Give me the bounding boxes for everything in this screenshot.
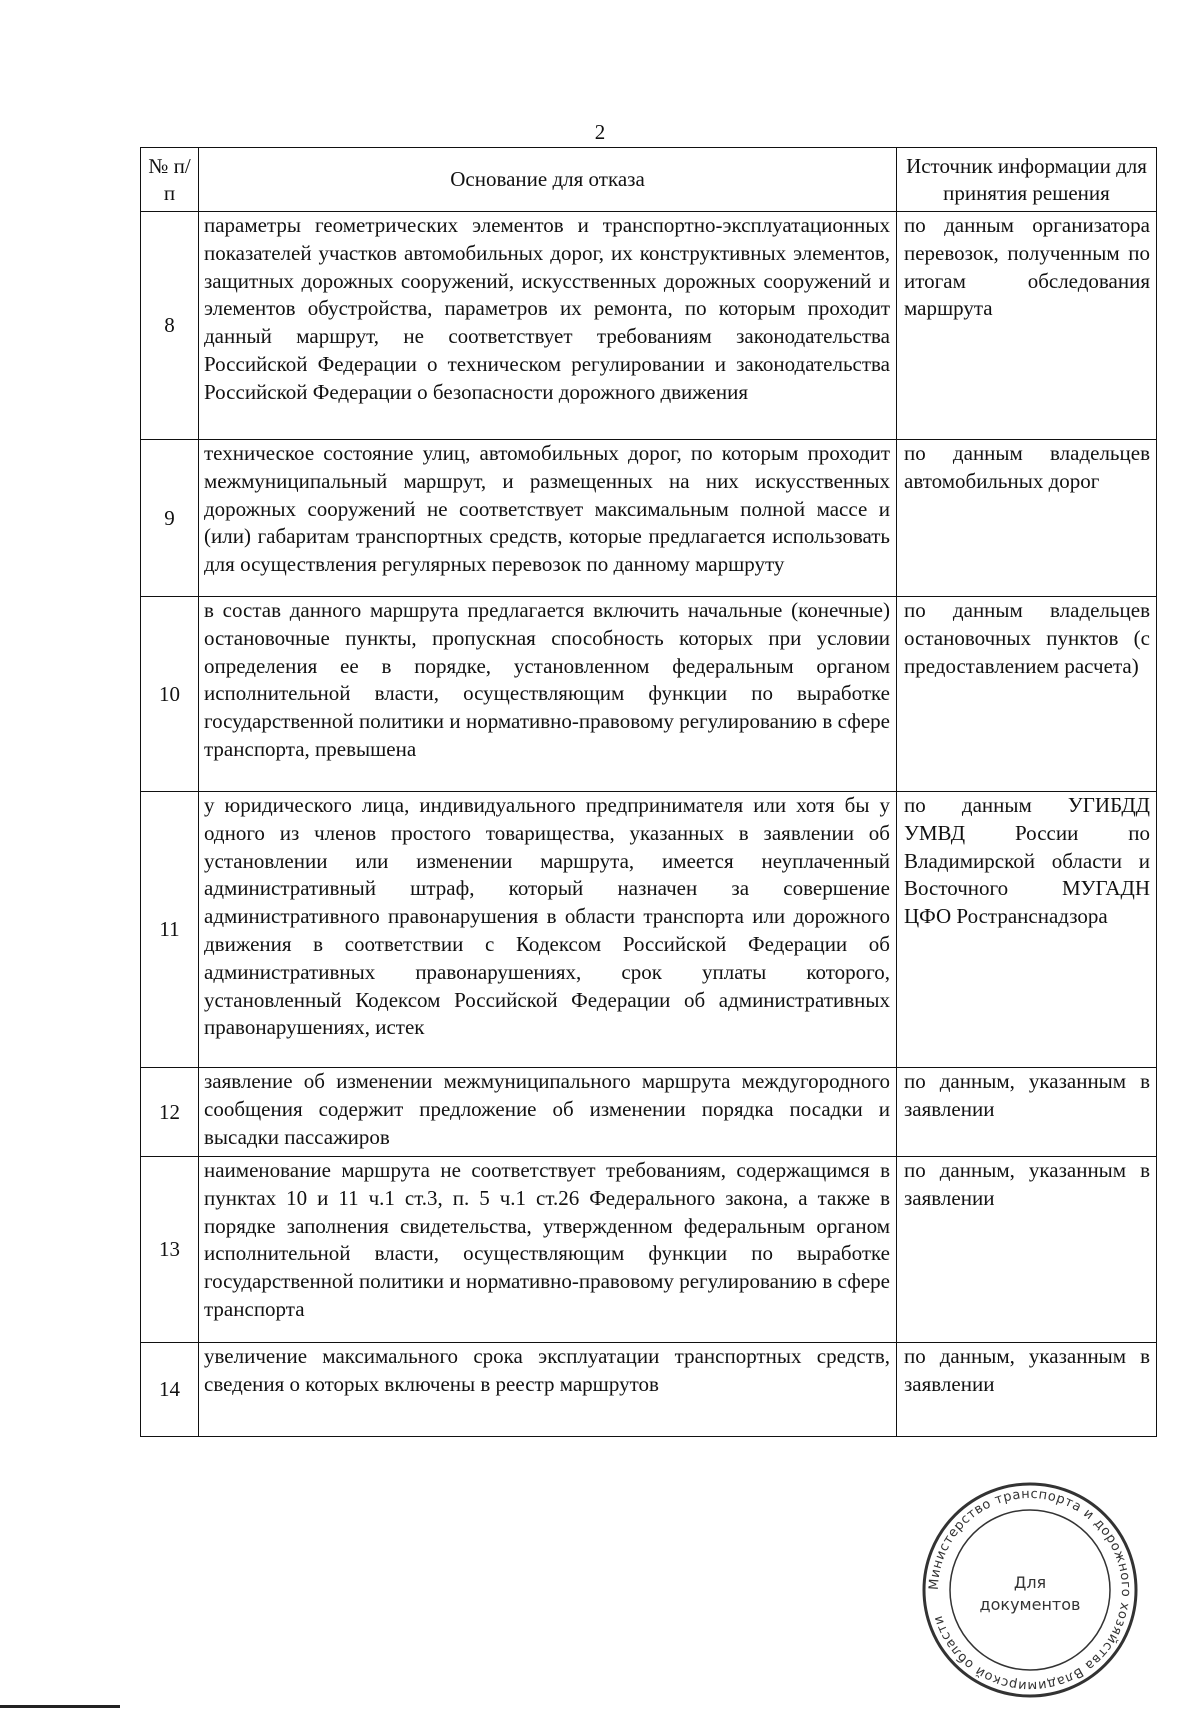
row-source: по данным, указанным в заявлении	[897, 1343, 1157, 1437]
row-source: по данным владельцев остановочных пунктов (с предоставлением расчета)	[897, 597, 1157, 792]
table-header-row	[141, 148, 1157, 212]
row-number: 10	[141, 597, 199, 792]
row-reason: наименование маршрута не соответствует требованиям, содержащимся в пунктах 10 и 11 ч.1 ст.3, п. 5 ч.1 ст.26 Федерального закона, а также в порядке заполнения свидетельства, утвержденном федеральным органом исполнительной власти, осуществляющим функции по выработке государственной политики и нормативно-правовому регулированию в сфере транспорта	[199, 1157, 897, 1343]
table-row	[141, 792, 1157, 1068]
table-row	[141, 597, 1157, 792]
row-reason: увеличение максимального срока эксплуатации транспортных средств, сведения о которых включены в реестр маршрутов	[199, 1343, 897, 1437]
table-row	[141, 212, 1157, 440]
header-num: № п/п	[141, 148, 199, 212]
table-row	[141, 1157, 1157, 1343]
row-number: 14	[141, 1343, 199, 1437]
row-number: 13	[141, 1157, 199, 1343]
stamp-center-line2: документов	[979, 1595, 1081, 1614]
row-source: по данным, указанным в заявлении	[897, 1157, 1157, 1343]
scan-edge-line	[0, 1705, 120, 1708]
row-source: по данным УГИБДД УМВД России по Владимирской области и Восточного МУГАДН ЦФО Ространснадзора	[897, 792, 1157, 1068]
row-reason: заявление об изменении межмуниципального маршрута междугородного сообщения содержит предложение об изменении порядка посадки и высадки пассажиров	[199, 1068, 897, 1157]
page-number: 2	[594, 120, 606, 144]
header-reason: Основание для отказа	[199, 148, 897, 212]
row-reason: техническое состояние улиц, автомобильных дорог, по которым проходит межмуниципальный маршрут, и размещенных на них искусственных дорожных сооружений не соответствует максимальным полной массе и (или) габаритам транспортных средств, которые предлагается использовать для осуществления регулярных перевозок по данному маршруту	[199, 440, 897, 597]
row-reason: параметры геометрических элементов и транспортно-эксплуатационных показателей участков автомобильных дорог, их конструктивных элементов, защитных дорожных сооружений, искусственных дорожных сооружений и элементов обустройства, параметров их ремонта, по которым проходит данный маршрут, не соответствует требованиям законодательства Российской Федерации о техническом регулировании и законодательства Российской Федерации о безопасности дорожного движения	[199, 212, 897, 440]
table-row	[141, 1068, 1157, 1157]
stamp-center-line1: Для	[1013, 1573, 1047, 1592]
table-row	[141, 440, 1157, 597]
header-source: Источник информации для принятия решения	[897, 148, 1157, 212]
row-source: по данным организатора перевозок, полученным по итогам обследования маршрута	[897, 212, 1157, 440]
refusal-grounds-table	[140, 147, 1157, 1437]
row-number: 12	[141, 1068, 199, 1157]
table-row	[141, 1343, 1157, 1437]
row-number: 11	[141, 792, 199, 1068]
row-source: по данным владельцев автомобильных дорог	[897, 440, 1157, 597]
row-reason: у юридического лица, индивидуального предпринимателя или хотя бы у одного из членов простого товарищества, указанных в заявлении об установлении или изменении маршрута, имеется неуплаченный административный штраф, который назначен за совершение административного правонарушения в области транспорта или дорожного движения в соответствии с Кодексом Российской Федерации об административных правонарушениях, срок уплаты которого, установленный Кодексом Российской Федерации об административных правонарушениях, истек	[199, 792, 897, 1068]
row-number: 9	[141, 440, 199, 597]
official-stamp	[920, 1480, 1140, 1700]
row-source: по данным, указанным в заявлении	[897, 1068, 1157, 1157]
row-reason: в состав данного маршрута предлагается включить начальные (конечные) остановочные пункты, пропускная способность которых при условии определения ее в порядке, установленном федеральным органом исполнительной власти, осуществляющим функции по выработке государственной политики и нормативно-правовому регулированию в сфере транспорта, превышена	[199, 597, 897, 792]
row-number: 8	[141, 212, 199, 440]
stamp-ring-text: Министерство транспорта и дорожного хозяйства Владимирской области	[926, 1486, 1134, 1694]
